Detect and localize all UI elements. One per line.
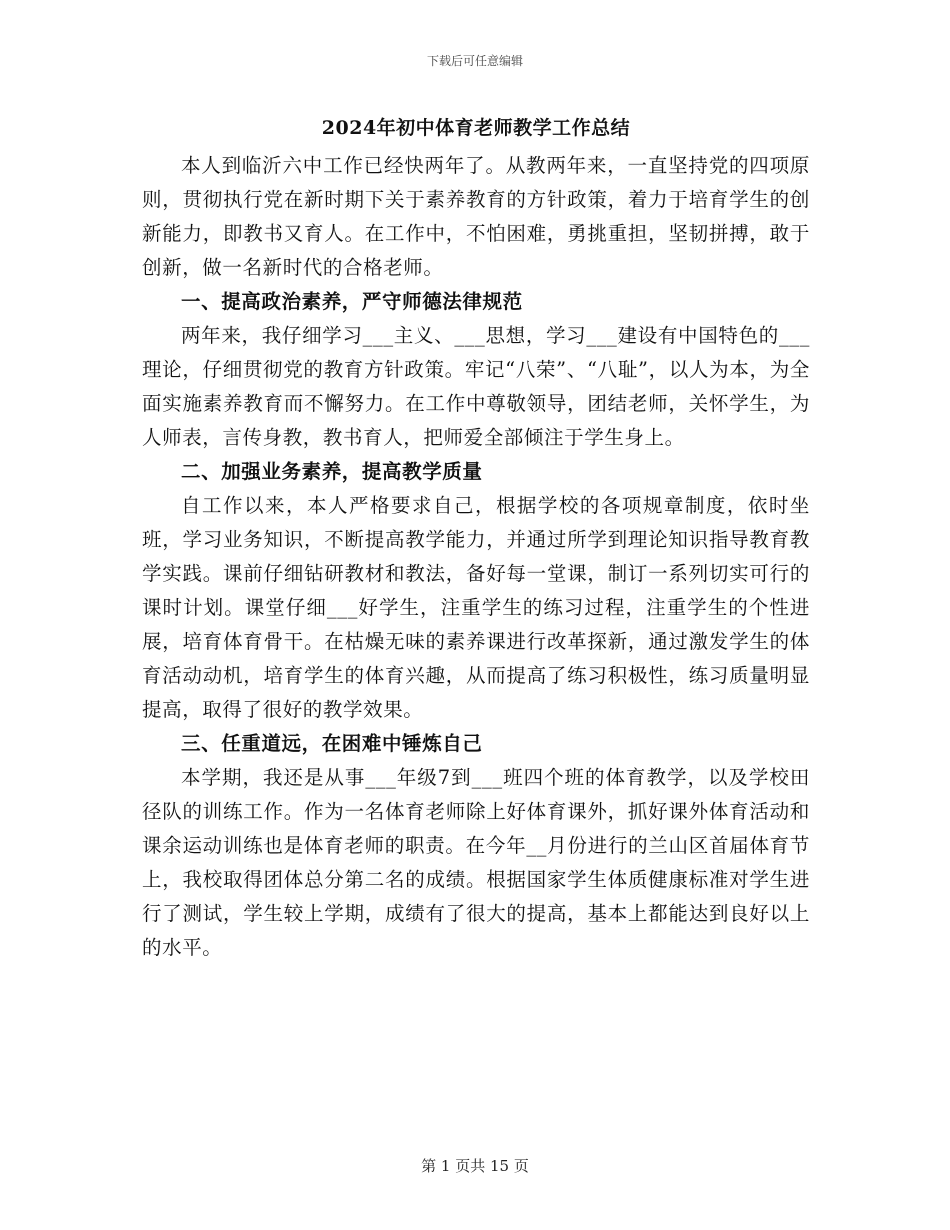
page-indicator: 第 1 页共 15 页 <box>421 1157 529 1175</box>
section-body-1: 两年来，我仔细学习___主义、___思想，学习___建设有中国特色的___理论，仔细贯彻党的教育方针政策。牢记“八荣”、“八耻”，以人为本，为全面实施素养教育而不懈努力。在工作中尊敬领导，团结老师，关怀学生，为人师表，言传身教，教书育人，把师爱全部倾注于学生身上。 <box>142 324 810 449</box>
section-body-2: 自工作以来，本人严格要求自己，根据学校的各项规章制度，依时坐班，学习业务知识，不断提高教学能力，并通过所学到理论知识指导教育教学实践。课前仔细钻研教材和教法，备好每一堂课，制订一系列切实可行的课时计划。课堂仔细___好学生，注重学生的练习过程，注重学生的个性进展，培育体育骨干。在枯燥无味的素养课进行改革探新，通过激发学生的体育活动动机，培育学生的体育兴趣，从而提高了练习积极性，练习质量明显提高，取得了很好的教学效果。 <box>142 494 810 721</box>
section-body-3: 本学期，我还是从事___年级7到___班四个班的体育教学，以及学校田径队的训练工作。作为一名体育老师除上好体育课外，抓好课外体育活动和课余运动训练也是体育老师的职责。在今年__月份进行的兰山区首届体育节上，我校取得团体总分第二名的成绩。根据国家学生体质健康标准对学生进行了测试，学生较上学期，成绩有了很大的提高，基本上都能达到良好以上的水平。 <box>142 766 810 959</box>
header-note: 下载后可任意编辑 <box>426 54 523 68</box>
intro-paragraph: 本人到临沂六中工作已经快两年了。从教两年来，一直坚持党的四项原则，贯彻执行党在新时期下关于素养教育的方针政策，着力于培育学生的创新能力，即教书又育人。在工作中，不怕困难，勇挑重担，坚韧拼搏，敢于创新，做一名新时代的合格老师。 <box>142 154 810 279</box>
section-heading-3: 三、任重道远，在困难中锤炼自己 <box>181 732 483 755</box>
document-title: 2024年初中体育老师教学工作总结 <box>321 117 631 139</box>
document-body <box>142 111 810 965</box>
section-heading-1: 一、提高政治素养，严守师德法律规范 <box>181 290 523 313</box>
section-heading-2: 二、加强业务素养，提高教学质量 <box>181 460 483 483</box>
